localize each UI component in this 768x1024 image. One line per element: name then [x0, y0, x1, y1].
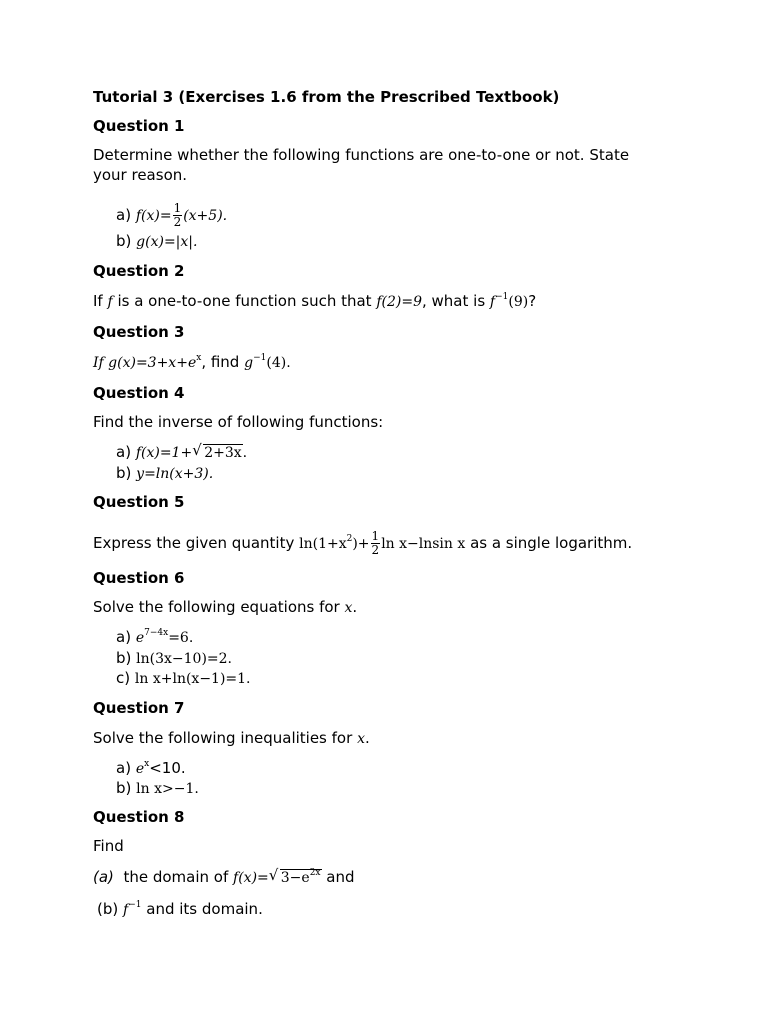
- question-6-heading: Question 6: [93, 569, 185, 587]
- question-4-part-a: a) f(x)=1+ √ 2+3x.: [116, 441, 248, 461]
- question-5-text: Express the given quantity $\ln(1+x^2)+$ $\frac{1}{2}$ ln x−lnsin x as a single logarithm.: [93, 529, 633, 557]
- fraction: $\frac{1}{2}$: [173, 201, 182, 229]
- part-label: b): [116, 464, 132, 482]
- question-8-heading: Question 8: [93, 808, 185, 826]
- fraction: $\frac{1}{2}$: [371, 529, 380, 557]
- question-6-part-c: c) ln x+ln(x−1)=1.: [116, 669, 251, 687]
- square-root: √ 2+3x: [192, 441, 242, 461]
- question-8-part-a: (a) the domain of f(x)= √ $3-e^{2x}$ and: [93, 866, 355, 886]
- question-2-heading: Question 2: [93, 262, 185, 280]
- math-expression: (x+5).: [183, 208, 228, 224]
- question-6-part-a: a) $e^{7-4x}=6$.: [116, 628, 194, 646]
- question-1-part-a: [116, 202, 227, 229]
- square-root: √ $3-e^{2x}$: [268, 866, 321, 886]
- part-label: b): [116, 232, 132, 250]
- question-3-text: If $g(x)=3+x+e^x$, find $g^{-1}(4)$.: [93, 353, 291, 371]
- part-label: c): [116, 669, 131, 687]
- part-label: a): [116, 628, 132, 646]
- question-5-heading: Question 5: [93, 493, 185, 511]
- question-7-heading: Question 7: [93, 699, 185, 717]
- question-2-text: If f is a one-to-one function such that f(2)=9, what is $f^{-1}(9)$?: [93, 292, 537, 310]
- part-label: b): [116, 649, 132, 667]
- part-label: a): [116, 759, 132, 777]
- question-4-part-b: b) y=ln(x+3).: [116, 464, 214, 482]
- question-4-heading: Question 4: [93, 384, 185, 402]
- question-6-text: Solve the following equations for x.: [93, 598, 358, 616]
- question-1-text-line1: Determine whether the following functions are one-to-one or not. State: [93, 146, 630, 164]
- question-7-part-a: a) $e^x<10$.: [116, 759, 186, 777]
- part-label: a): [116, 443, 132, 461]
- part-label: b): [116, 779, 132, 797]
- question-4-text: Find the inverse of following functions:: [93, 413, 384, 431]
- question-1-heading: Question 1: [93, 117, 185, 135]
- math-expression: g(x)=|x|.: [136, 234, 198, 250]
- question-7-text: Solve the following inequalities for x.: [93, 729, 370, 747]
- question-6-part-b: b) ln(3x−10)=2.: [116, 649, 233, 667]
- question-8-text: Find: [93, 837, 124, 855]
- question-3-heading: Question 3: [93, 323, 185, 341]
- question-7-part-b: b) ln x>−1.: [116, 779, 199, 797]
- question-1-text-line2: your reason.: [93, 166, 188, 184]
- math-expression: f(x)=: [135, 208, 172, 224]
- question-1-part-b: [116, 231, 197, 252]
- part-label: a): [116, 206, 132, 224]
- question-8-part-b: (b) $f^{-1}$ and its domain.: [97, 900, 263, 918]
- document-title: Tutorial 3 (Exercises 1.6 from the Prescribed Textbook): [93, 88, 560, 106]
